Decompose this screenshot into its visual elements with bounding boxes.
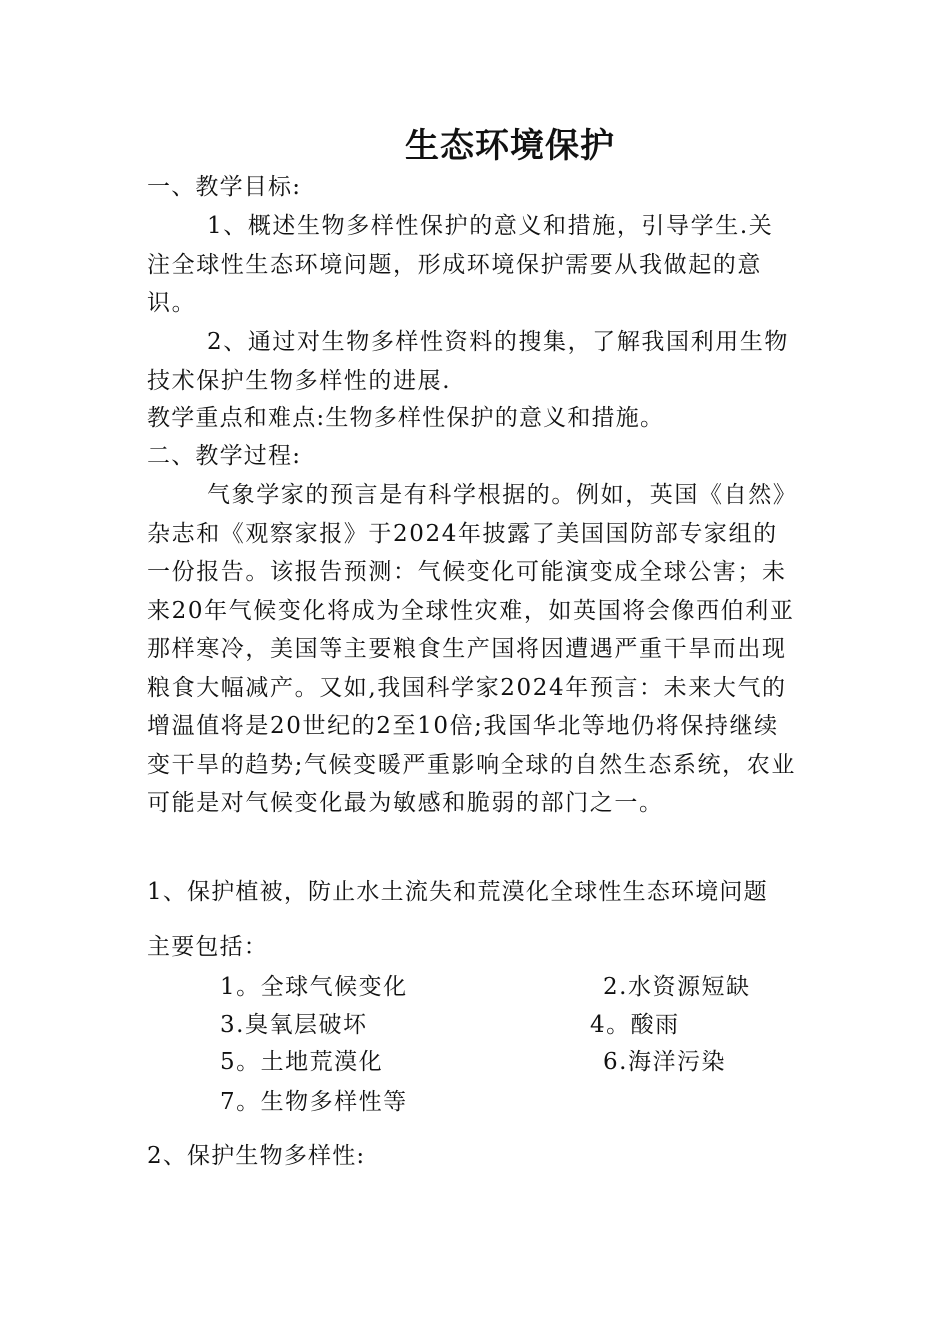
issue-item: 7。生物多样性等 [220, 1089, 408, 1115]
issue-item: 1。全球气候变化 [220, 974, 408, 1000]
issue-item: 2.水资源短缺 [603, 974, 751, 1000]
point-2-heading: 2、保护生物多样性: [147, 1143, 366, 1169]
point-1-continuation: 主要包括： [147, 934, 268, 960]
issue-item: 3.臭氧层破坏 [220, 1012, 368, 1038]
issue-item: 6.海洋污染 [603, 1049, 726, 1075]
goal-paragraph-2: 2、通过对生物多样性资料的搜集，了解我国利用生物技术保护生物多样性的进展. [147, 329, 790, 394]
section-heading-teaching-goals: 一、教学目标: [147, 174, 302, 200]
key-points-line: 教学重点和难点:生物多样性保护的意义和措施。 [147, 405, 665, 431]
point-1-heading: 1、保护植被，防止水土流失和荒漠化全球性生态环境问题 [147, 879, 768, 905]
section-heading-teaching-process: 二、教学过程: [147, 443, 302, 469]
process-paragraph: 气象学家的预言是有科学根据的。例如，英国《自然》杂志和《观察家报》于2024年披露了美国国防部专家组的一份报告。该报告预测：气候变化可能演变成全球公害；未来20年气候变化将成为全球性灾难，如英国将会像西伯利亚那样寒冷，美国等主要粮食生产国将因遭遇严重干旱而出现粮食大幅减产。又如,我国科学家2024年预言：未来大气的增温值将是20世纪的2至10倍;我国华北等地仍将保持继续变干旱的趋势;气候变暖严重影响全球的自然生态系统，农业可能是对气候变化最为敏感和脆弱的部门之一。 [147, 482, 796, 816]
issue-item: 5。土地荒漠化 [220, 1049, 384, 1075]
goal-paragraph-1: 1、概述生物多样性保护的意义和措施，引导学生.关注全球性生态环境问题，形成环境保护需要从我做起的意识。 [147, 213, 774, 316]
document-title: 生态环境保护 [405, 126, 615, 166]
issue-item: 4。酸雨 [590, 1012, 680, 1038]
